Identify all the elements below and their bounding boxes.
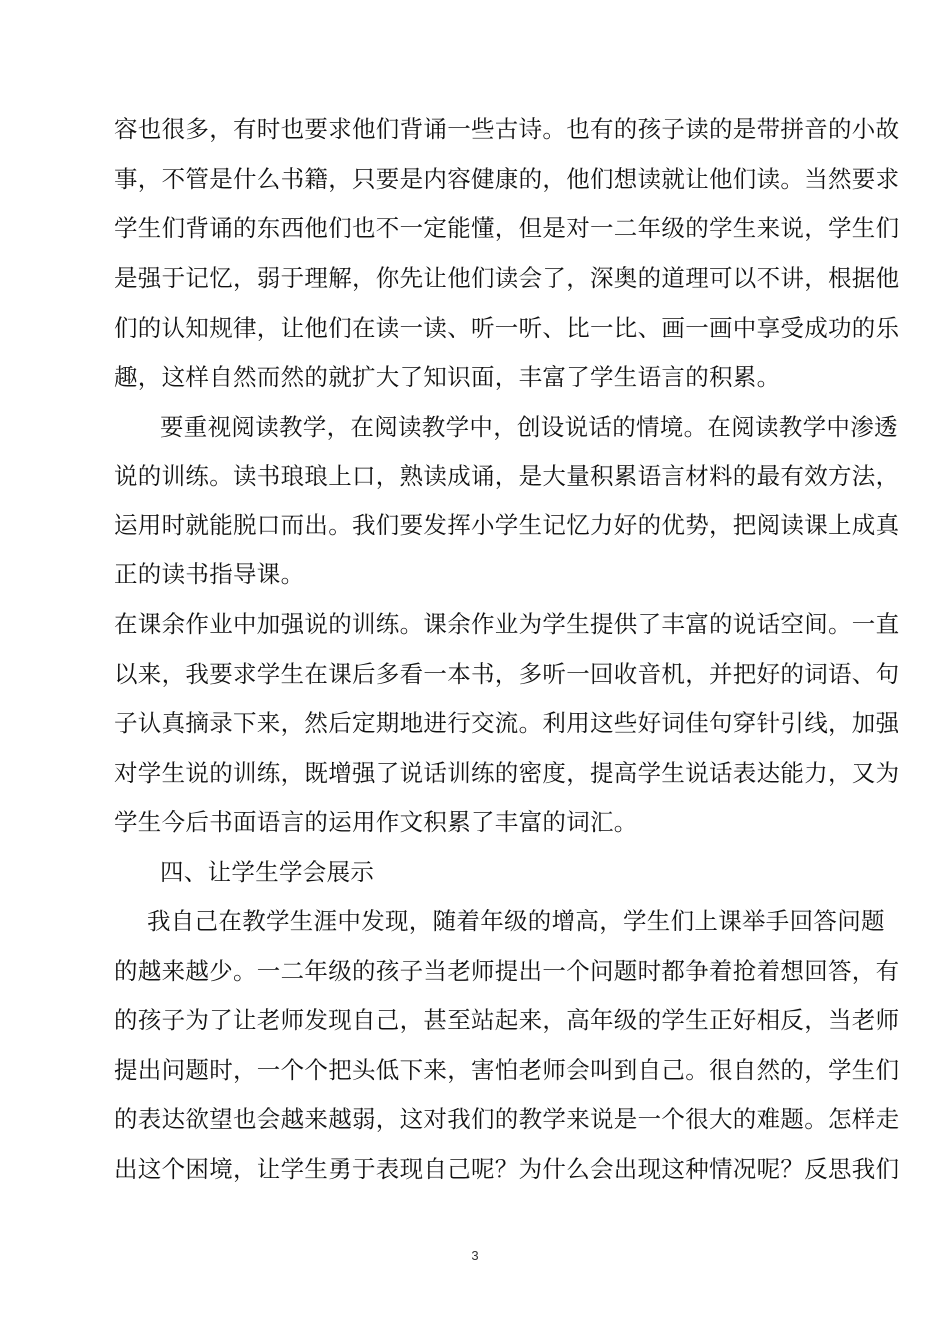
paragraph-first-line: 在课余作业中加强说的训练。课余作业为学生提供了丰富的说话空间。一直 — [114, 610, 900, 638]
text-line: 容也很多，有时也要求他们背诵一些古诗。也有的孩子读的是带拼音的小故 — [114, 115, 900, 143]
text-line: 以来，我要求学生在课后多看一本书，多听一回收音机，并把好的词语、句 — [114, 660, 900, 688]
text-line: 学生今后书面语言的运用作文积累了丰富的词汇。 — [114, 808, 638, 836]
text-line: 说的训练。读书琅琅上口，熟读成诵，是大量积累语言材料的最有效方法， — [114, 462, 900, 490]
text-line: 趣，这样自然而然的就扩大了知识面，丰富了学生语言的积累。 — [114, 363, 781, 391]
text-line: 正的读书指导课。 — [114, 560, 305, 588]
paragraph-first-line: 要重视阅读教学，在阅读教学中，创设说话的情境。在阅读教学中渗透 — [160, 413, 898, 441]
text-line: 对学生说的训练，既增强了说话训练的密度，提高学生说话表达能力，又为 — [114, 759, 900, 787]
text-line: 学生们背诵的东西他们也不一定能懂，但是对一二年级的学生来说，学生们 — [114, 214, 900, 242]
text-line: 的孩子为了让老师发现自己，甚至站起来，高年级的学生正好相反，当老师 — [114, 1006, 900, 1034]
page-number: 3 — [471, 1248, 479, 1263]
text-line: 出这个困境，让学生勇于表现自己呢？为什么会出现这种情况呢？反思我们 — [114, 1155, 900, 1183]
paragraph-first-line: 我自己在教学生涯中发现，随着年级的增高，学生们上课举手回答问题 — [147, 907, 885, 935]
text-line: 子认真摘录下来，然后定期地进行交流。利用这些好词佳句穿针引线，加强 — [114, 709, 900, 737]
text-line: 提出问题时，一个个把头低下来，害怕老师会叫到自己。很自然的，学生们 — [114, 1056, 900, 1084]
section-heading: 四、让学生学会展示 — [160, 858, 375, 886]
text-line: 是强于记忆，弱于理解，你先让他们读会了，深奥的道理可以不讲，根据他 — [114, 264, 900, 292]
text-line: 的越来越少。一二年级的孩子当老师提出一个问题时都争着抢着想回答，有 — [114, 957, 900, 985]
text-line: 的表达欲望也会越来越弱，这对我们的教学来说是一个很大的难题。怎样走 — [114, 1105, 900, 1133]
text-line: 们的认知规律，让他们在读一读、听一听、比一比、画一画中享受成功的乐 — [114, 314, 900, 342]
text-line: 事，不管是什么书籍，只要是内容健康的，他们想读就让他们读。当然要求 — [114, 165, 900, 193]
text-line: 运用时就能脱口而出。我们要发挥小学生记忆力好的优势，把阅读课上成真 — [114, 511, 900, 539]
